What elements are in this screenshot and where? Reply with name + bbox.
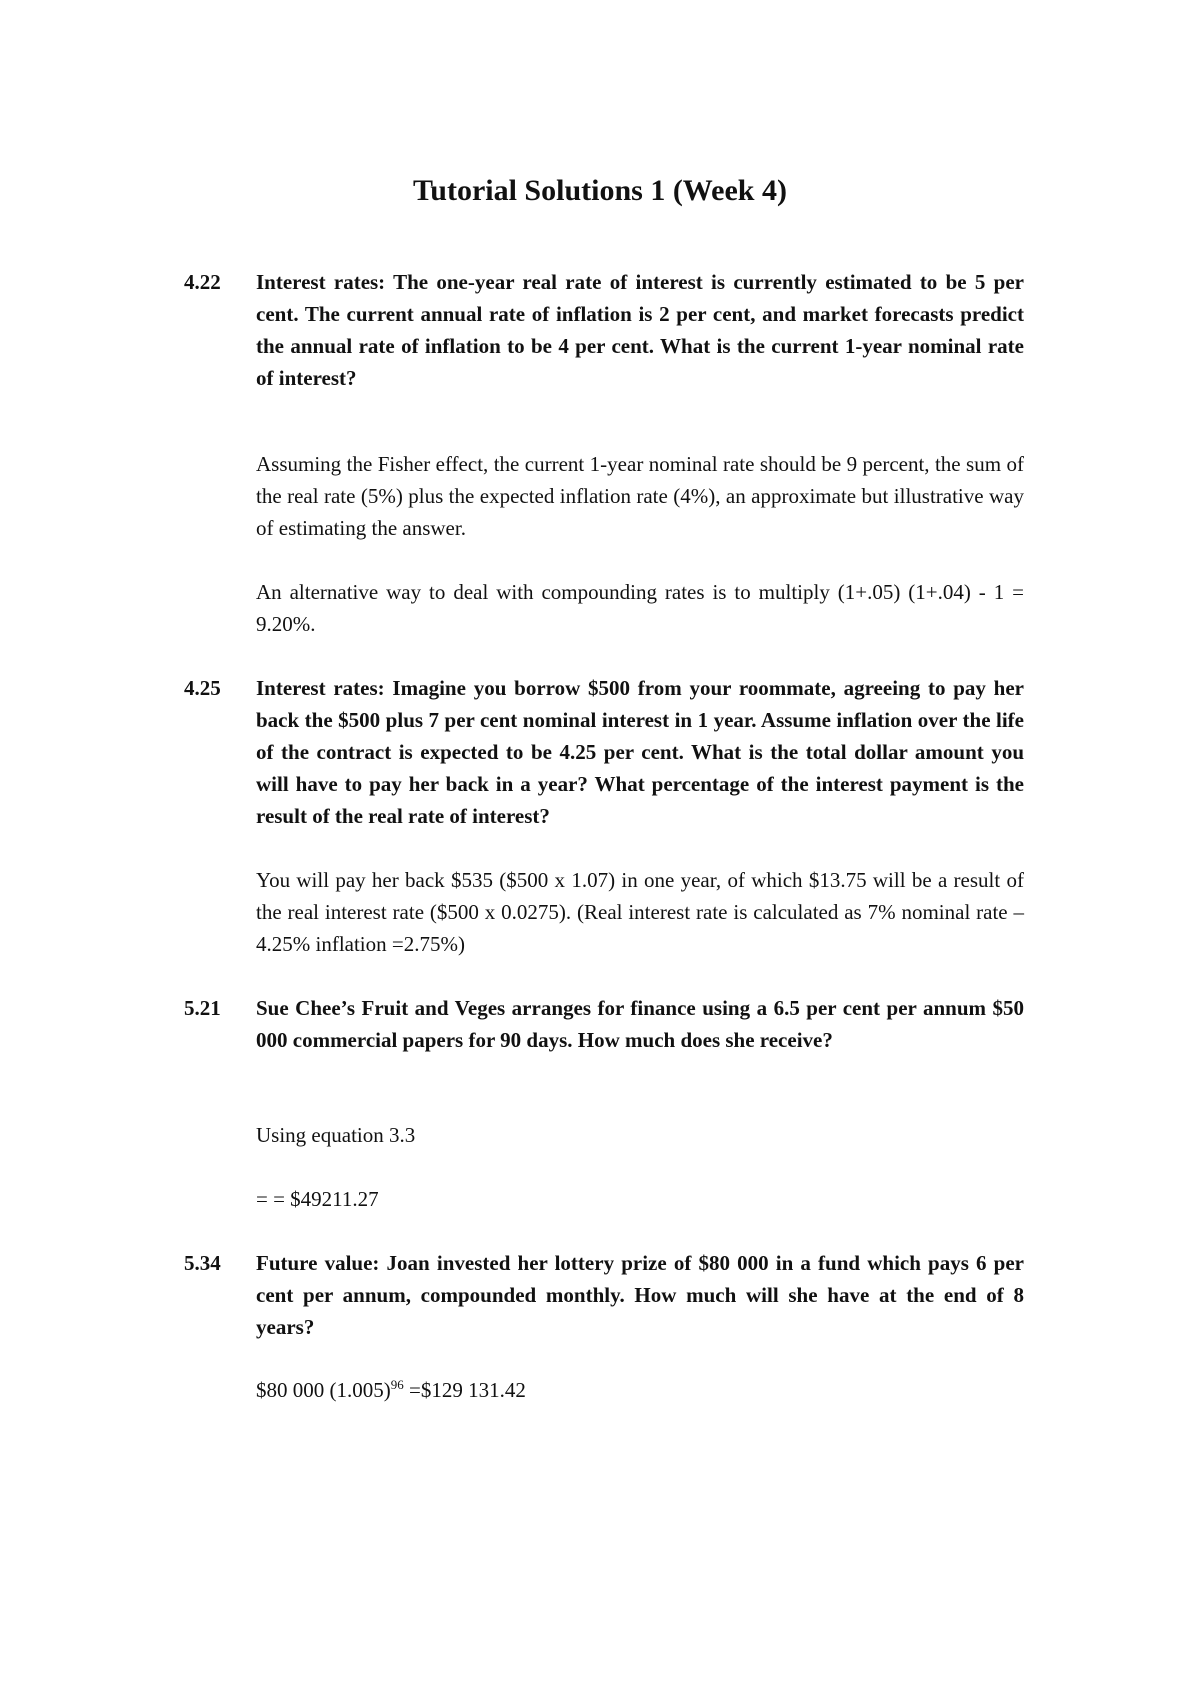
answer-paragraph: Using equation 3.3 [256,1123,416,1147]
answer-paragraph: An alternative way to deal with compounding rates is to multiply (1+.05) (1+.04) - 1 = 9.20%. [256,580,1024,636]
question-text: Sue Chee’s Fruit and Veges arranges for finance using a 6.5 per cent per annum $50 000 commercial papers for 90 days. How much does she receive? [256,996,1024,1052]
question-number: 4.22 [184,270,221,294]
question-text: Interest rates: Imagine you borrow $500 from your roommate, agreeing to pay her back the $500 plus 7 per cent nominal interest in 1 year. Assume inflation over the life of the contract is expected to be 4.25 per cent. What is the total dollar amount you will have to pay her back in a year? What percentage of the interest payment is the result of the real rate of interest? [256,676,1024,828]
question-number: 5.34 [184,1251,221,1275]
answer-paragraph: Assuming the Fisher effect, the current 1-year nominal rate should be 9 percent, the sum of the real rate (5%) plus the expected inflation rate (4%), an approximate but illustrative way of estimating the answer. [256,452,1024,540]
answer-formula [256,1374,1024,1406]
question-number: 5.21 [184,996,221,1020]
question-text: Future value: Joan invested her lottery prize of $80 000 in a fund which pays 6 per cent per annum, compounded monthly. How much will she have at the end of 8 years? [256,1251,1024,1339]
page-title: Tutorial Solutions 1 (Week 4) [413,174,787,207]
formula-base: $80 000 (1.005) [256,1378,391,1402]
formula-exponent: 96 [390,1377,404,1392]
question-text: Interest rates: The one-year real rate of interest is currently estimated to be 5 per cent. The current annual rate of inflation is 2 per cent, and market forecasts predict the annual rate of inflation to be 4 per cent. What is the current 1-year nominal rate of interest? [256,270,1024,390]
question-number: 4.25 [184,676,221,700]
answer-paragraph: You will pay her back $535 ($500 x 1.07) in one year, of which $13.75 will be a result of the real interest rate ($500 x 0.0275). (Real interest rate is calculated as 7% nominal rate – 4.25% inflation =2.75%) [256,868,1024,956]
answer-formula: = = $49211.27 [256,1187,379,1211]
formula-result: =$129 131.42 [403,1378,526,1402]
